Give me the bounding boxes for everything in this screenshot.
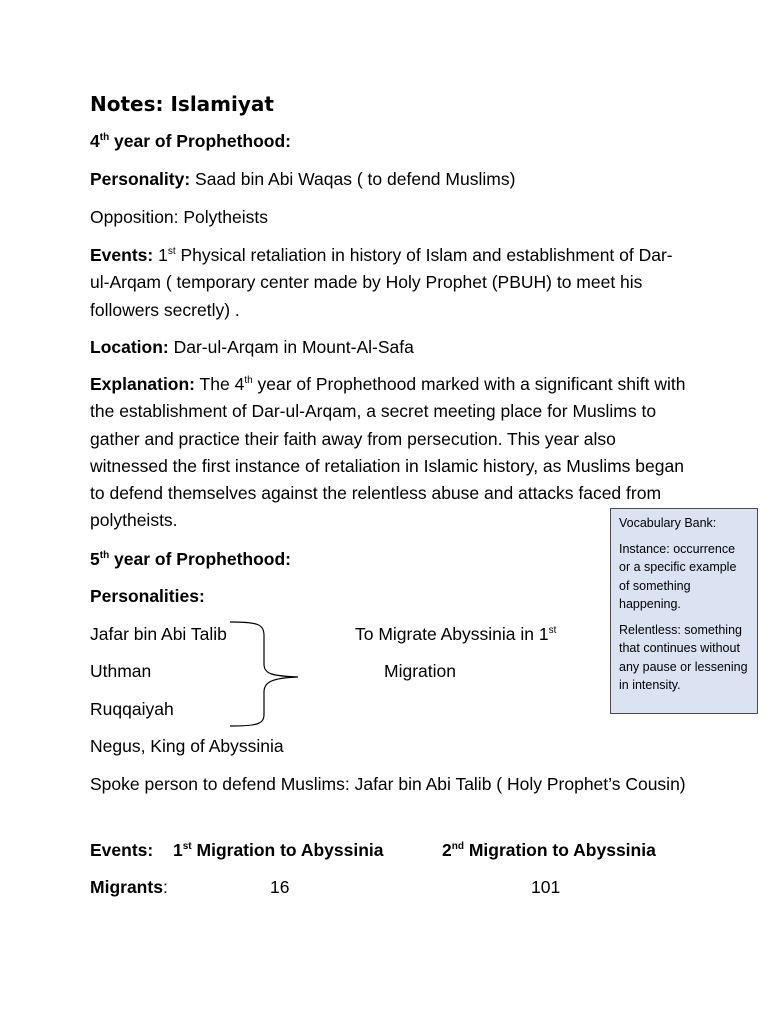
vocab-heading: Vocabulary Bank: — [619, 516, 717, 530]
negus-line: Negus, King of Abyssinia — [90, 736, 284, 756]
personality-value: Saad bin Abi Waqas ( to defend Muslims) — [190, 169, 516, 189]
year5-events-label: Events: — [90, 840, 154, 860]
first-migration-heading — [173, 837, 384, 864]
migrants-first-count: 16 — [270, 877, 290, 897]
year4-events — [90, 242, 690, 324]
year4-personality — [90, 166, 515, 193]
second-text: Migration to Abyssinia — [463, 840, 656, 860]
spokesperson-line: Spoke person to defend Muslims: Jafar bin Abi Talib ( Holy Prophet’s Cousin) — [90, 774, 686, 794]
events-text: Physical retaliation in history of Islam and establishment of Dar-ul-Arqam ( temporary center made by Holy Prophet (PBUH) to meet his followers secretly) . — [90, 245, 673, 320]
location-value: Dar-ul-Arqam in Mount-Al-Safa — [168, 337, 414, 357]
migrants-colon: : — [162, 877, 168, 897]
year5-heading-text: year of Prophethood: — [109, 549, 291, 569]
personality-name-3: Ruqqaiyah — [90, 699, 174, 719]
migrants-label-text: Migrants — [90, 877, 163, 897]
events-num: 1 — [153, 245, 168, 265]
year4-heading-sup: th — [99, 132, 110, 143]
personality-name-2: Uthman — [90, 661, 152, 681]
explanation-label: Explanation: — [90, 374, 196, 394]
migrants-label — [90, 874, 168, 901]
second-sup: nd — [451, 841, 464, 852]
page-title: Notes: Islamiyat — [90, 92, 274, 116]
events-label: Events: — [90, 245, 154, 265]
year4-location — [90, 334, 414, 361]
explanation-text: year of Prophethood marked with a significant shift with the establishment of Dar-ul-Arqam, a secret meeting place for Muslims to gather and practice their faith away from persecution. This year also witnessed the first instance of retaliation in Islamic history, as Muslims began to defend themselves against the relentless abuse and attacks faced from polytheists. — [90, 374, 686, 531]
personalities-label — [90, 583, 205, 610]
explanation-sup: th — [244, 375, 253, 386]
personalities-label-text: Personalities: — [90, 586, 205, 606]
first-num: 1 — [173, 840, 183, 860]
year5-heading-sup: th — [99, 550, 110, 561]
year4-heading-num: 4 — [90, 131, 100, 151]
migrate-text — [355, 621, 556, 648]
migrate-text-main: To Migrate Abyssinia in 1 — [355, 624, 549, 644]
events-sup: st — [167, 246, 176, 257]
migrate-sup: st — [548, 625, 557, 636]
curly-brace-icon — [228, 620, 300, 730]
vocabulary-bank-box — [610, 508, 758, 714]
location-label: Location: — [90, 337, 169, 357]
migrants-second-count: 101 — [531, 877, 561, 897]
personality-name-1: Jafar bin Abi Talib — [90, 624, 227, 644]
year5-heading — [90, 546, 291, 573]
migration-word: Migration — [384, 661, 456, 681]
first-text: Migration to Abyssinia — [191, 840, 384, 860]
first-sup: st — [182, 841, 192, 852]
year4-opposition: Opposition: Polytheists — [90, 207, 269, 227]
vocab-entry-relentless: Relentless: something that continues without any pause or lessening in intensity. — [619, 622, 748, 692]
second-migration-heading — [442, 837, 656, 864]
year4-heading — [90, 128, 291, 155]
year5-heading-num: 5 — [90, 549, 100, 569]
year4-heading-text: year of Prophethood: — [109, 131, 291, 151]
personality-label: Personality: — [90, 169, 191, 189]
explanation-num: The 4 — [195, 374, 245, 394]
vocab-entry-instance: Instance: occurrence or a specific example of something happening. — [619, 541, 737, 611]
year4-explanation — [90, 371, 690, 535]
second-num: 2 — [442, 840, 452, 860]
events-row-label — [90, 837, 153, 864]
